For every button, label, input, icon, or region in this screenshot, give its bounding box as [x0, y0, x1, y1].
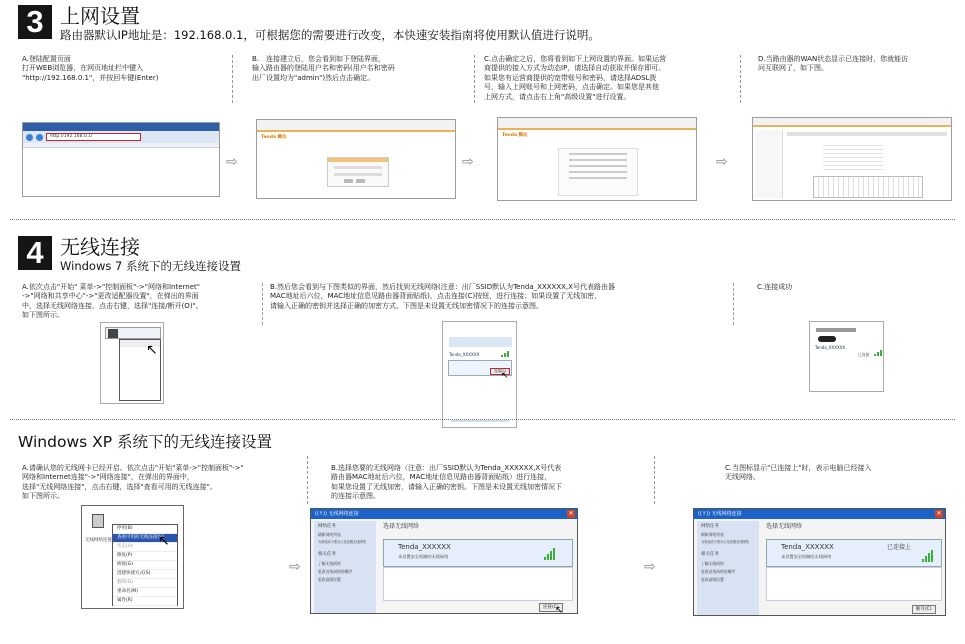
- dialog-heading: 选择无线网络: [383, 523, 420, 530]
- close-icon[interactable]: ✕: [568, 510, 574, 517]
- ssid-label: Tenda_XXXXXX: [398, 543, 451, 551]
- wan-status-screenshot: [752, 117, 952, 201]
- address-bar[interactable]: http://192.168.0.1/: [46, 133, 141, 141]
- divider: [733, 283, 734, 325]
- forward-icon[interactable]: [36, 134, 43, 141]
- xp-wireless-dialog: [310, 508, 578, 614]
- arrow-right-icon: ⇨: [716, 154, 728, 170]
- xp-connected-dialog: [693, 508, 946, 616]
- connect-button[interactable]: 连接(C): [539, 603, 563, 612]
- section-title: 无线连接: [60, 235, 140, 259]
- arrow-right-icon: ⇨: [462, 154, 474, 170]
- connect-button[interactable]: 连接(C): [490, 368, 510, 375]
- xp-section-title: Windows XP 系统下的无线连接设置: [18, 433, 273, 451]
- step-xp-b-text: B.选择您要的无线网络（注意：出厂SSID默认为Tenda_XXXXXX,X号代表 路由器MAC地址后六位，MAC地址信息见路由器背面贴纸）进行连接， 如果您设置了无线加密，请输入正确的密钥。下图是未设置无线加密情况下 的连接示意图。: [331, 464, 562, 501]
- ssid-label: Tenda_XXXXXX: [815, 345, 846, 350]
- section-separator: [10, 219, 955, 220]
- divider: [740, 55, 741, 103]
- disconnect-button[interactable]: 断开(C): [912, 605, 936, 614]
- menu-item[interactable]: 查看可用的无线连接(V): [113, 534, 177, 543]
- menu-item[interactable]: 重命名(M): [113, 588, 177, 597]
- task-link[interactable]: 为家庭或小型办公室设置无线网络: [701, 540, 749, 544]
- divider: [232, 55, 233, 103]
- signal-icon: [922, 550, 933, 562]
- cursor-icon: ↖: [555, 605, 564, 616]
- win7-connected-screenshot: [809, 321, 884, 392]
- dialog-title: ((↑)) 无线网络连接: [315, 511, 359, 517]
- task-link[interactable]: 更改高级设置: [701, 577, 724, 582]
- step-xp-a-text: A.请确认您的无线网卡已经开启。依次点击"开始"菜单->"控制面板"->" 网络和Internet连接"->"网络连接"，在弹出的界面中， 选择"无线网络连接"，点击右键，选择"查看可用的无线连接"。 如下图所示。: [22, 464, 244, 501]
- arrow-right-icon: ⇨: [644, 559, 656, 575]
- network-adapter-icon: [108, 329, 118, 338]
- connected-label: 已连接上: [887, 544, 912, 551]
- menu-item[interactable]: 创建快捷方式(S): [113, 570, 177, 579]
- internet-settings-screenshot: [497, 117, 697, 201]
- section-3-header: [18, 5, 600, 43]
- section-separator: [10, 419, 955, 420]
- menu-item[interactable]: 桥接(G): [113, 561, 177, 570]
- section-subtitle: Windows 7 系统下的无线连接设置: [60, 259, 241, 273]
- dialog-title: ((↑)) 无线网络连接: [698, 511, 742, 517]
- task-link[interactable]: 更改首选网络的顺序: [318, 569, 353, 574]
- divider: [654, 456, 655, 504]
- login-screenshot: [256, 119, 456, 199]
- task-link[interactable]: 了解无线网络: [318, 561, 341, 566]
- signal-icon: [874, 350, 882, 356]
- menu-item[interactable]: 修复(P): [113, 552, 177, 561]
- menu-item[interactable]: 停用(B): [113, 525, 177, 534]
- task-link[interactable]: 更改高级设置: [318, 577, 341, 582]
- step-4c-text: C.连接成功: [757, 283, 793, 291]
- cancel-button[interactable]: [356, 179, 365, 183]
- menu-item[interactable]: 删除(D): [113, 579, 177, 588]
- step-3d-text: D.当路由器的WAN状态显示已连接时，您就能访 问互联网了，如下图。: [758, 55, 909, 73]
- ok-button[interactable]: [344, 179, 353, 183]
- step-4a-text: A.依次点击"开始" 菜单->"控制面板"->"网络和Internet" ->"网络和共享中心"->"更改适配器设置"，在弹出的界面 中，选择无线网络连接，点击右键，选择"连接/断开(O)"。 如下图所示。: [22, 283, 203, 320]
- wireless-connection-label: 无线网络连接: [85, 538, 112, 543]
- signal-icon: [501, 351, 509, 357]
- cursor-icon: ↖: [146, 342, 158, 358]
- section-4-header: [18, 236, 241, 274]
- task-header: 网络任务: [318, 524, 336, 529]
- step-3a-text: A.登陆配置页面 打开WEB浏览器，在网页地址栏中键入 "http://192.168.0.1"，并按回车键(Enter): [22, 55, 159, 82]
- step-3b-text: B. 连接建立后，您会看到如下登陆界面， 输入路由器的登陆用户名和密码(用户名和密码 出厂设置均为"admin")然后点击确定。: [252, 55, 395, 82]
- browser-screenshot: [22, 122, 220, 197]
- arrow-right-icon: ⇨: [289, 559, 301, 575]
- step-3c-text: C.点击确定之后，您将看到如下上网设置的界面。如果运营 商提供的接入方式为动态IP，请选择自动获取并保存即可。 如果您有运营商提供的宽带账号和密码，请选择ADSL拨 号，输入上网账号和上网密码，点击确定。如果您是其他 上网方式，请点击右上角"高级设置"进行设置。: [484, 55, 667, 101]
- dialog-heading: 选择无线网络: [766, 523, 803, 530]
- menu-item[interactable]: 属性(R): [113, 597, 177, 606]
- section-subtitle: 路由器默认IP地址是：192.168.0.1，可根据您的需要进行改变，本快速安装指南将使用默认值进行说明。: [60, 28, 600, 42]
- menu-item[interactable]: 状态(U): [113, 543, 177, 552]
- cursor-icon: ↖: [158, 533, 170, 549]
- task-link[interactable]: 刷新网络列表: [701, 532, 724, 537]
- task-link[interactable]: 了解无线网络: [701, 561, 724, 566]
- section-number: 3: [18, 5, 52, 39]
- ssid-note: 未设置安全机制的无线网络: [781, 554, 832, 559]
- connected-label: 已连接: [858, 352, 870, 357]
- ssid-label: Tenda_XXXXXX: [449, 352, 480, 357]
- tenda-logo: Tenda 腾达: [261, 135, 287, 140]
- divider: [474, 55, 475, 103]
- close-icon[interactable]: ✕: [936, 510, 942, 517]
- step-4b-text: B.然后您会看到与下图类似的界面，然后找到无线网络(注意：出厂SSID默认为Tenda_XXXXXX,X号代表路由器 MAC地址后六位，MAC地址信息见路由器背面贴纸)，点击连接(C)按钮，进行连接；如果设置了无线加密， 请输入正确的密钥并选择正确的加密方式。下图是未设置无线加密情况下的连接示意图。: [270, 283, 615, 310]
- step-xp-c-text: C.当图标显示"已连接上"时，表示电脑已经接入 无线网络。: [725, 464, 872, 482]
- divider: [307, 456, 308, 504]
- wireless-connection-icon: [88, 512, 108, 534]
- signal-icon: [544, 548, 555, 560]
- task-link[interactable]: 刷新网络列表: [318, 532, 341, 537]
- divider: [262, 283, 263, 325]
- arrow-right-icon: ⇨: [226, 154, 238, 170]
- ssid-note: 未设置安全机制的无线网络: [398, 554, 449, 559]
- back-icon[interactable]: [26, 134, 33, 141]
- task-header: 相关任务: [701, 552, 719, 557]
- ssid-label: Tenda_XXXXXX: [781, 543, 834, 551]
- task-link[interactable]: 更改首选网络的顺序: [701, 569, 736, 574]
- task-header: 网络任务: [701, 524, 719, 529]
- section-number: 4: [18, 236, 52, 270]
- tenda-logo: Tenda 腾达: [502, 133, 528, 138]
- win7-network-list-screenshot: [442, 321, 517, 428]
- task-link[interactable]: 为家庭或小型办公室设置无线网络: [318, 540, 366, 544]
- cursor-icon: ↖: [501, 371, 509, 381]
- section-title: 上网设置: [60, 4, 140, 28]
- task-header: 相关任务: [318, 552, 336, 557]
- win7-context-menu-screenshot: [100, 322, 164, 404]
- xp-context-menu-screenshot: [81, 505, 184, 609]
